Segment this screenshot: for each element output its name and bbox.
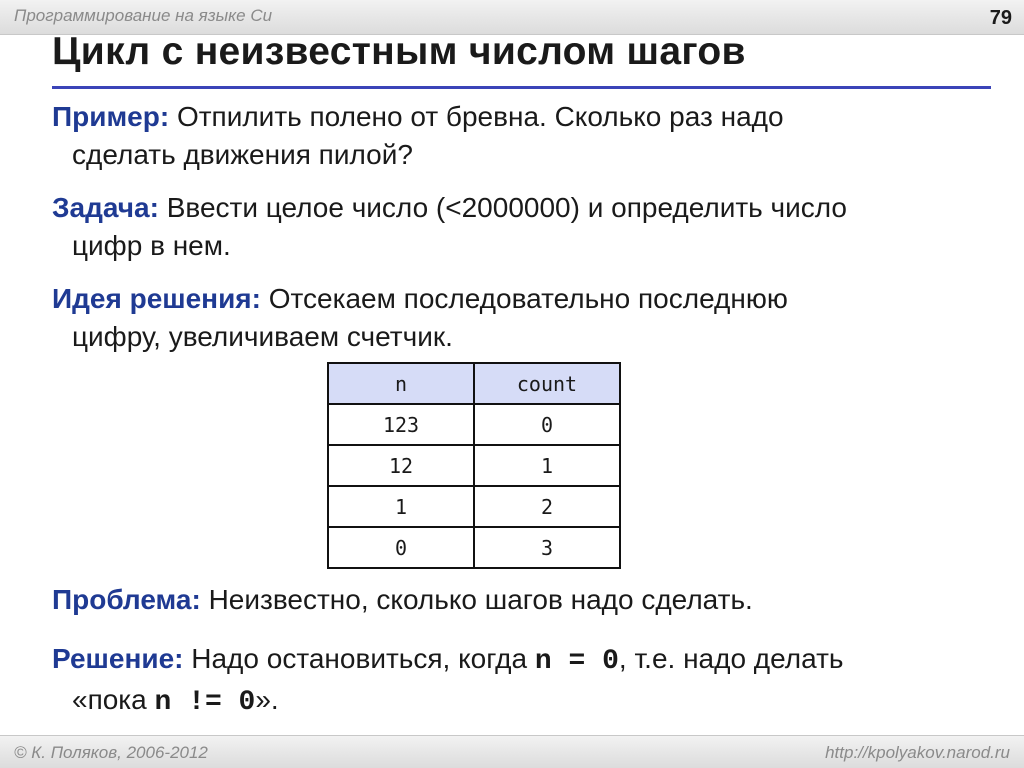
table-row xyxy=(328,527,620,568)
task-line2: цифр в нем. xyxy=(72,230,231,261)
footer-copyright: © К. Поляков, 2006-2012 xyxy=(14,743,208,762)
cell-count: 3 xyxy=(474,527,620,568)
example-line2: сделать движения пилой? xyxy=(72,139,413,170)
task-line1: Ввести целое число (<2000000) и определить число xyxy=(166,192,848,223)
table-row xyxy=(328,486,620,527)
table-row xyxy=(328,404,620,445)
task-paragraph xyxy=(52,189,1002,265)
column-header-n: n xyxy=(328,363,474,404)
cell-count: 0 xyxy=(474,404,620,445)
problem-paragraph xyxy=(52,581,1002,619)
cell-count: 1 xyxy=(474,445,620,486)
example-line1: Отпилить полено от бревна. Сколько раз надо xyxy=(176,101,784,132)
solution-text2: , т.е. надо делать xyxy=(618,643,844,674)
example-paragraph xyxy=(52,98,1002,174)
solution-text3: «пока xyxy=(72,684,147,715)
idea-label: Идея решения: xyxy=(52,283,261,314)
idea-paragraph xyxy=(52,280,1002,356)
cell-n: 123 xyxy=(328,404,474,445)
task-label: Задача: xyxy=(52,192,159,223)
slide-title: Цикл с неизвестным числом шагов xyxy=(52,30,746,73)
solution-paragraph xyxy=(52,640,1002,722)
cell-count: 2 xyxy=(474,486,620,527)
trace-table xyxy=(327,362,621,569)
table-row xyxy=(328,445,620,486)
footer-url: http://kpolyakov.narod.ru xyxy=(825,743,1010,762)
title-divider xyxy=(52,86,991,89)
solution-text1: Надо остановиться, когда xyxy=(191,643,528,674)
course-title: Программирование на языке Си xyxy=(14,6,273,25)
solution-text4: ». xyxy=(255,684,279,715)
solution-label: Решение: xyxy=(52,643,184,674)
page-number: 79 xyxy=(989,7,1012,29)
solution-code1: n = 0 xyxy=(534,646,619,677)
footer-bar xyxy=(0,735,1024,768)
table-header-row xyxy=(328,363,620,404)
solution-code2: n != 0 xyxy=(154,687,256,718)
problem-label: Проблема: xyxy=(52,584,201,615)
cell-n: 0 xyxy=(328,527,474,568)
cell-n: 1 xyxy=(328,486,474,527)
idea-line2: цифру, увеличиваем счетчик. xyxy=(72,321,453,352)
column-header-count: count xyxy=(474,363,620,404)
cell-n: 12 xyxy=(328,445,474,486)
problem-text: Неизвестно, сколько шагов надо сделать. xyxy=(208,584,753,615)
example-label: Пример: xyxy=(52,101,170,132)
idea-line1: Отсекаем последовательно последнюю xyxy=(268,283,788,314)
